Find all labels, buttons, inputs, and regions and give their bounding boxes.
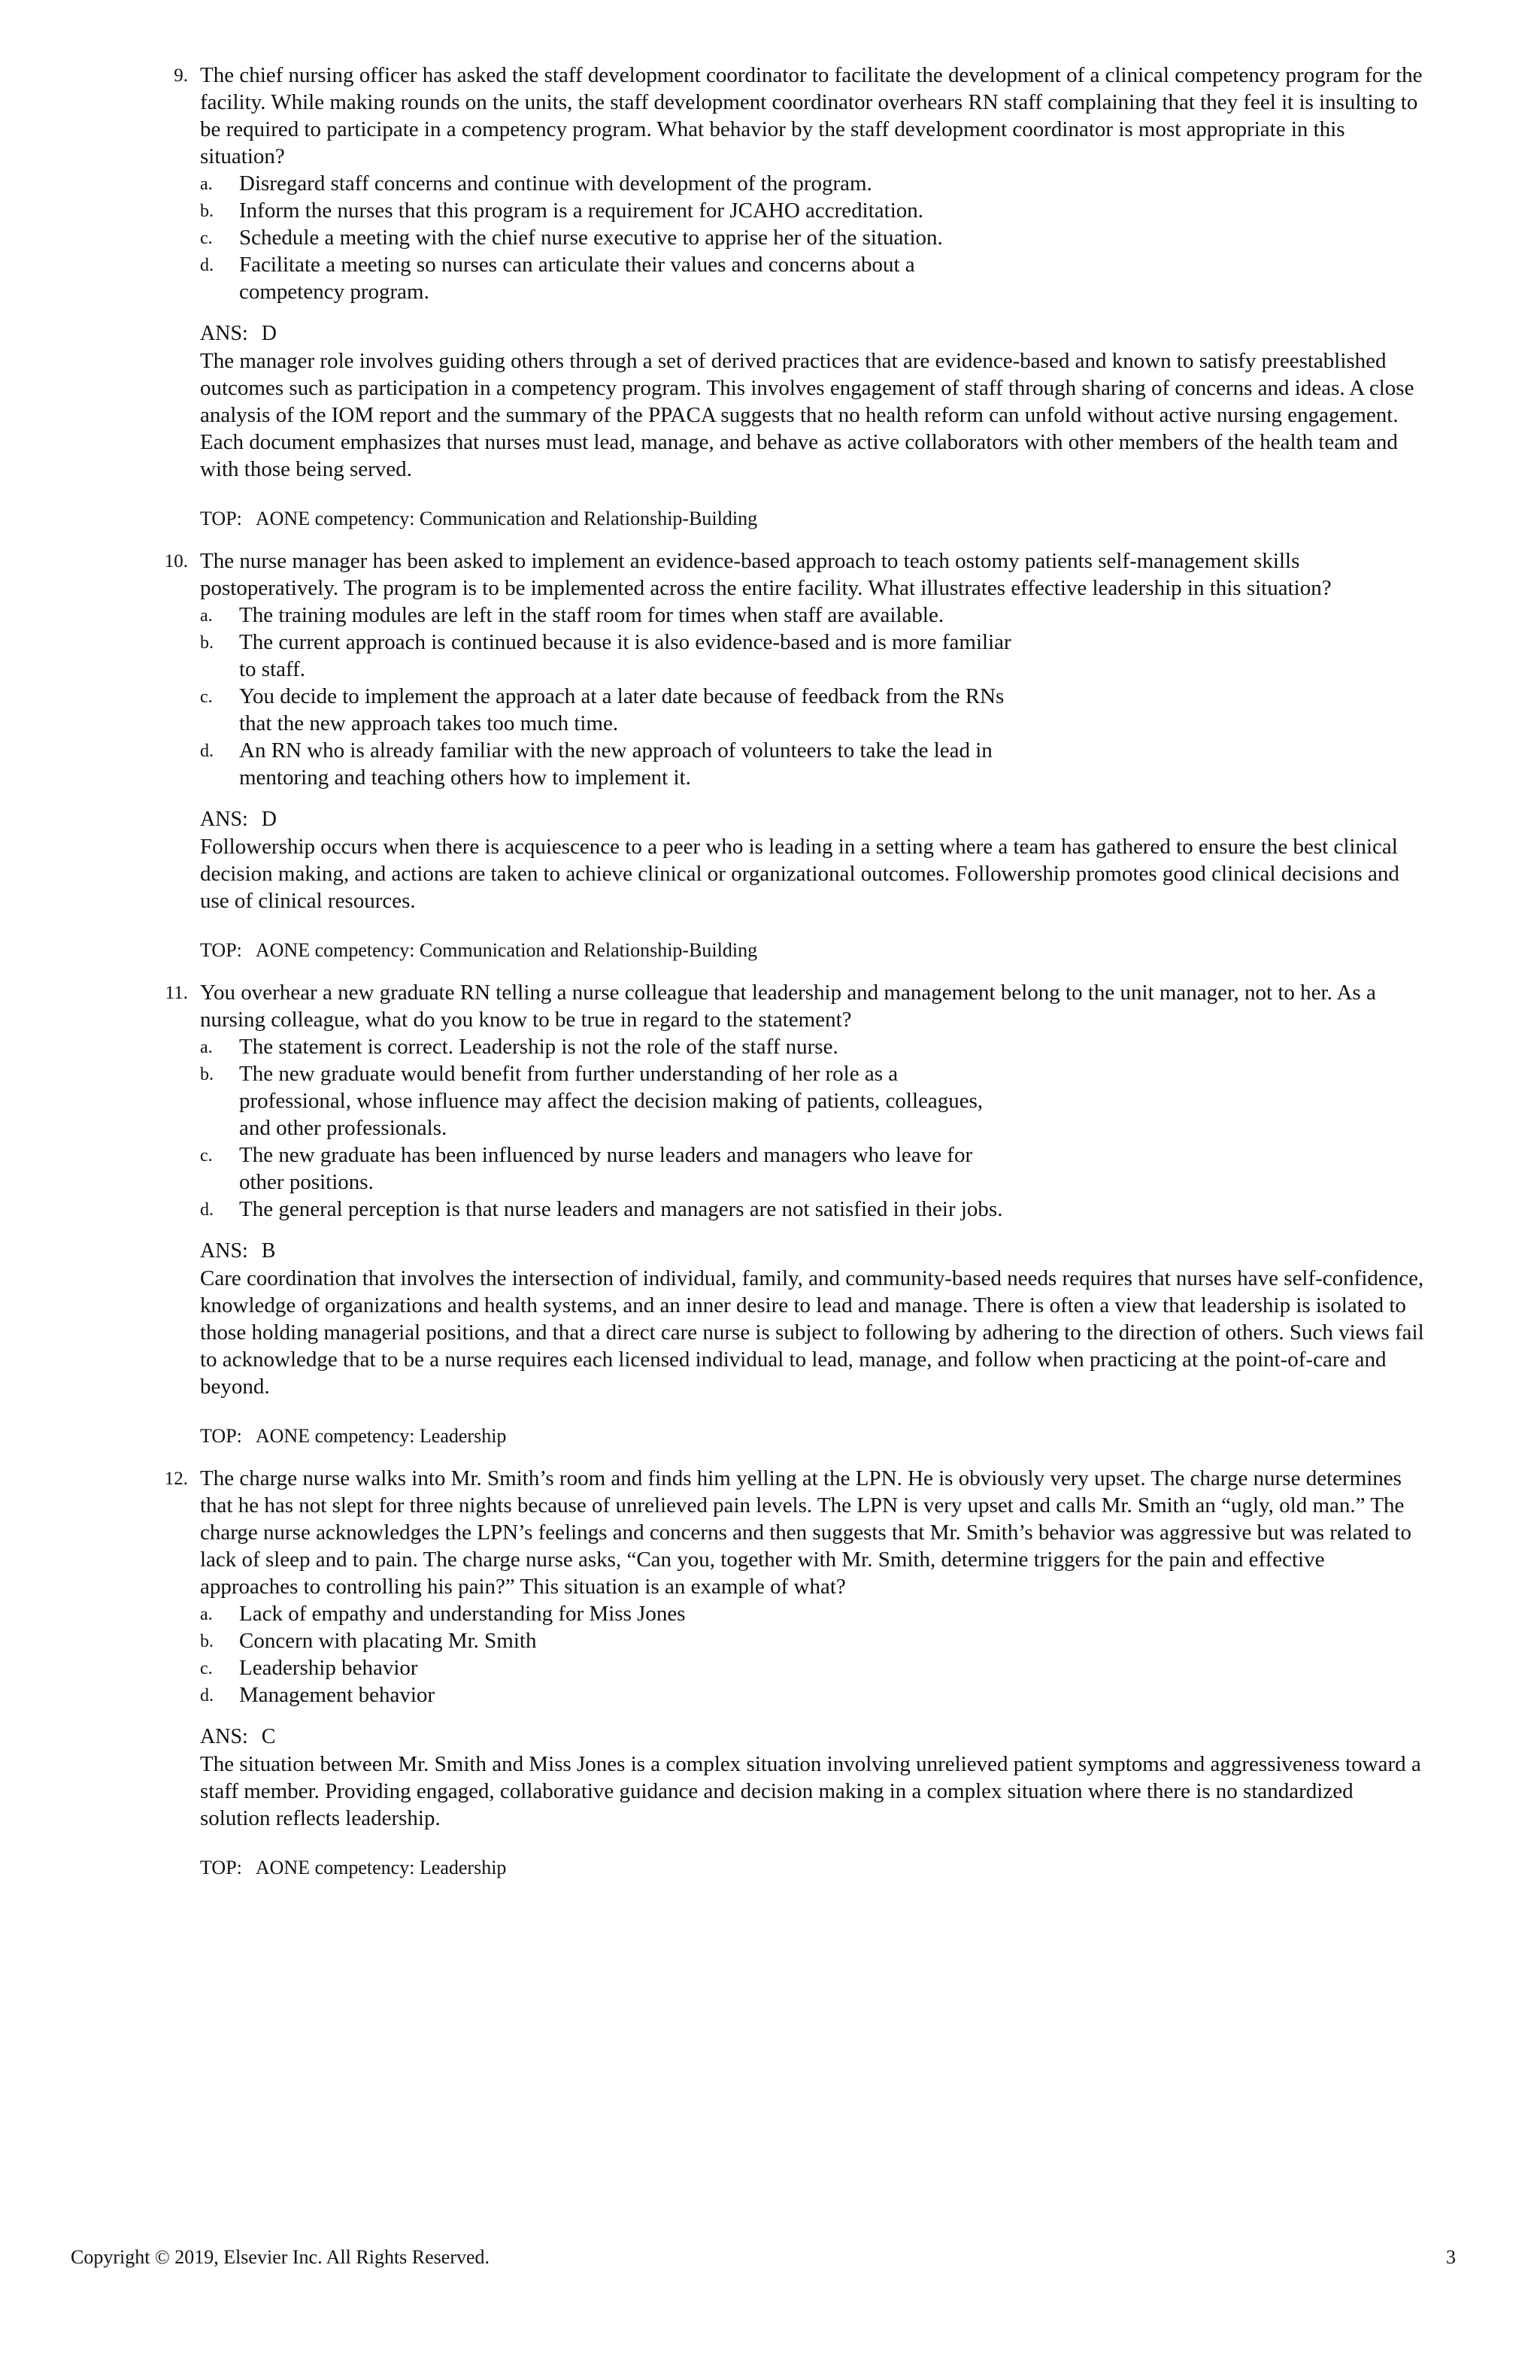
- answer-value: D: [261, 322, 277, 345]
- answer-line: [200, 1724, 1426, 1751]
- option-list: [200, 170, 1012, 305]
- option-d: [200, 737, 1012, 791]
- option-text: Lack of empathy and understanding for Miss Jones: [239, 1602, 686, 1626]
- option-letter: d.: [200, 256, 214, 275]
- option-letter: b.: [200, 633, 214, 653]
- option-letter: b.: [200, 1632, 214, 1651]
- rationale: Care coordination that involves the intersection of individual, family, and community-based needs requires that nurses have self-confidence, knowledge of organizations and health systems, and an inner desire to lead and manage. There is often a view that leadership is isolated to those holding managerial positions, and that a direct care nurse is subject to following by adhering to the direction of others. Such views fail to acknowledge that to be a nurse requires each licensed individual to lead, manage, and follow when practicing at the point-of-care and beyond.: [200, 1266, 1424, 1399]
- rationale: The manager role involves guiding others through a set of derived practices that are evidence-based and known to satisfy preestablished outcomes such as participation in a competency program. This involves engagement of staff through sharing of concerns and ideas. A close analysis of the IOM report and the summary of the PPACA suggests that no health reform can unfold without active nursing engagement. Each document emphasizes that nurses must lead, manage, and behave as active collaborators with other members of the health team and with those being served.: [200, 349, 1414, 481]
- question-list: [0, 62, 1540, 1896]
- option-text: Facilitate a meeting so nurses can articulate their values and concerns about a competency program.: [239, 253, 915, 304]
- option-text: The new graduate would benefit from further understanding of her role as a professional, whose influence may affect the decision making of patients, colleagues, and other professionals.: [239, 1062, 984, 1140]
- option-text: The current approach is continued because it is also evidence-based and is more familiar to staff.: [239, 630, 1011, 681]
- copyright-notice: Copyright © 2019, Elsevier Inc. All Rights Reserved.: [71, 2246, 490, 2268]
- question-12: [0, 1465, 1426, 1881]
- option-a: [200, 602, 1442, 629]
- option-letter: b.: [200, 1065, 214, 1084]
- topic-line: [200, 1423, 1426, 1450]
- option-letter: c.: [200, 687, 213, 707]
- option-a: [200, 1033, 1012, 1060]
- option-b: [200, 197, 1012, 224]
- question-10: [0, 547, 1426, 964]
- option-letter: d.: [200, 1686, 214, 1705]
- option-letter: c.: [200, 1659, 213, 1678]
- option-text: Concern with placating Mr. Smith: [239, 1629, 537, 1653]
- option-text: The new graduate has been influenced by nurse leaders and managers who leave for other positions.: [239, 1143, 973, 1194]
- question-stem: The charge nurse walks into Mr. Smith’s room and finds him yelling at the LPN. He is obviously very upset. The charge nurse determines that he has not slept for three nights because of unrelieved pain levels. The LPN is very upset and calls Mr. Smith an “ugly, old man.” The charge nurse acknowledges the LPN’s feelings and concerns and then suggests that Mr. Smith’s behavior was aggressive but was related to lack of sleep and to pain. The charge nurse asks, “Can you, together with Mr. Smith, determine triggers for the pain and effective approaches to controlling his pain?” This situation is an example of what?: [200, 1466, 1411, 1599]
- answer-label: ANS:: [200, 808, 248, 831]
- topic-label: TOP:: [200, 1425, 242, 1447]
- answer-label: ANS:: [200, 1725, 248, 1748]
- option-text: An RN who is already familiar with the new approach of volunteers to take the lead in mentoring and teaching others how to implement it.: [239, 738, 993, 790]
- topic-label: TOP:: [200, 939, 242, 961]
- option-list: [200, 1600, 1012, 1708]
- option-d: [200, 251, 1012, 305]
- option-letter: c.: [200, 229, 213, 248]
- answer-value: D: [261, 808, 277, 831]
- option-letter: d.: [200, 741, 214, 761]
- option-text: Schedule a meeting with the chief nurse executive to apprise her of the situation.: [239, 226, 943, 250]
- option-letter: a.: [200, 1038, 213, 1057]
- topic-line: [200, 505, 1426, 532]
- rationale: Followership occurs when there is acquiescence to a peer who is leading in a setting where a team has gathered to ensure the best clinical decision making, and actions are taken to achieve clinical or organizational outcomes. Followership promotes good clinical decisions and use of clinical resources.: [200, 835, 1399, 913]
- option-letter: a.: [200, 174, 213, 194]
- topic-value: AONE competency: Communication and Relationship-Building: [255, 508, 758, 529]
- option-text: The statement is correct. Leadership is not the role of the staff nurse.: [239, 1035, 838, 1059]
- topic-value: AONE competency: Leadership: [255, 1425, 507, 1447]
- option-text: The training modules are left in the staff room for times when staff are available.: [239, 603, 944, 627]
- question-number: 10.: [164, 551, 188, 572]
- topic-line: [200, 937, 1426, 964]
- option-b: [200, 629, 1012, 683]
- answer-label: ANS:: [200, 1239, 248, 1263]
- question-number: 9.: [174, 65, 188, 86]
- option-b: [200, 1060, 1012, 1141]
- answer-value: B: [261, 1239, 276, 1263]
- answer-line: [200, 1238, 1426, 1265]
- option-c: [200, 1141, 1012, 1196]
- question-9: [0, 62, 1426, 532]
- option-text: Management behavior: [239, 1683, 435, 1707]
- option-d: [200, 1681, 1012, 1708]
- topic-label: TOP:: [200, 1857, 242, 1878]
- option-letter: b.: [200, 202, 214, 221]
- option-d: [200, 1196, 1012, 1223]
- rationale: The situation between Mr. Smith and Miss Jones is a complex situation involving unrelieved patient symptoms and aggressiveness toward a staff member. Providing engaged, collaborative guidance and decision making in a complex situation where there is no standardized solution reflects leadership.: [200, 1752, 1421, 1830]
- option-list: [200, 1033, 1012, 1223]
- topic-label: TOP:: [200, 508, 242, 529]
- answer-label: ANS:: [200, 322, 248, 345]
- option-c: [200, 683, 1012, 737]
- option-text: You decide to implement the approach at a later date because of feedback from the RNs that the new approach takes too much time.: [239, 684, 1005, 735]
- page-number: 3: [1446, 2246, 1456, 2268]
- option-letter: c.: [200, 1146, 213, 1166]
- question-stem: The chief nursing officer has asked the staff development coordinator to facilitate the development of a clinical competency program for the facility. While making rounds on the units, the staff development coordinator overhears RN staff complaining that they feel it is insulting to be required to participate in a competency program. What behavior by the staff development coordinator is most appropriate in this situation?: [200, 63, 1423, 168]
- answer-value: C: [261, 1725, 276, 1748]
- topic-value: AONE competency: Communication and Relationship-Building: [255, 939, 758, 961]
- question-number: 12.: [164, 1469, 188, 1489]
- option-c: [200, 1654, 1012, 1681]
- option-text: Disregard staff concerns and continue with development of the program.: [239, 171, 872, 196]
- option-text: Leadership behavior: [239, 1656, 418, 1680]
- question-11: [0, 979, 1426, 1450]
- option-a: [200, 170, 1012, 197]
- answer-line: [200, 806, 1426, 833]
- question-stem: You overhear a new graduate RN telling a nurse colleague that leadership and management belong to the unit manager, not to her. As a nursing colleague, what do you know to be true in regard to the statement?: [200, 981, 1376, 1032]
- topic-value: AONE competency: Leadership: [255, 1857, 507, 1878]
- question-number: 11.: [165, 983, 188, 1003]
- answer-line: [200, 320, 1426, 347]
- option-text: Inform the nurses that this program is a requirement for JCAHO accreditation.: [239, 199, 924, 223]
- option-letter: a.: [200, 606, 213, 626]
- option-a: [200, 1600, 1012, 1627]
- option-letter: a.: [200, 1605, 213, 1624]
- option-letter: d.: [200, 1200, 214, 1220]
- option-c: [200, 224, 1012, 251]
- option-b: [200, 1627, 1012, 1654]
- option-text: The general perception is that nurse leaders and managers are not satisfied in their jobs.: [239, 1197, 1003, 1221]
- option-list: [200, 602, 1012, 791]
- question-stem: The nurse manager has been asked to implement an evidence-based approach to teach ostomy patients self-management skills postoperatively. The program is to be implemented across the entire facility. What illustrates effective leadership in this situation?: [200, 549, 1332, 600]
- topic-line: [200, 1854, 1426, 1881]
